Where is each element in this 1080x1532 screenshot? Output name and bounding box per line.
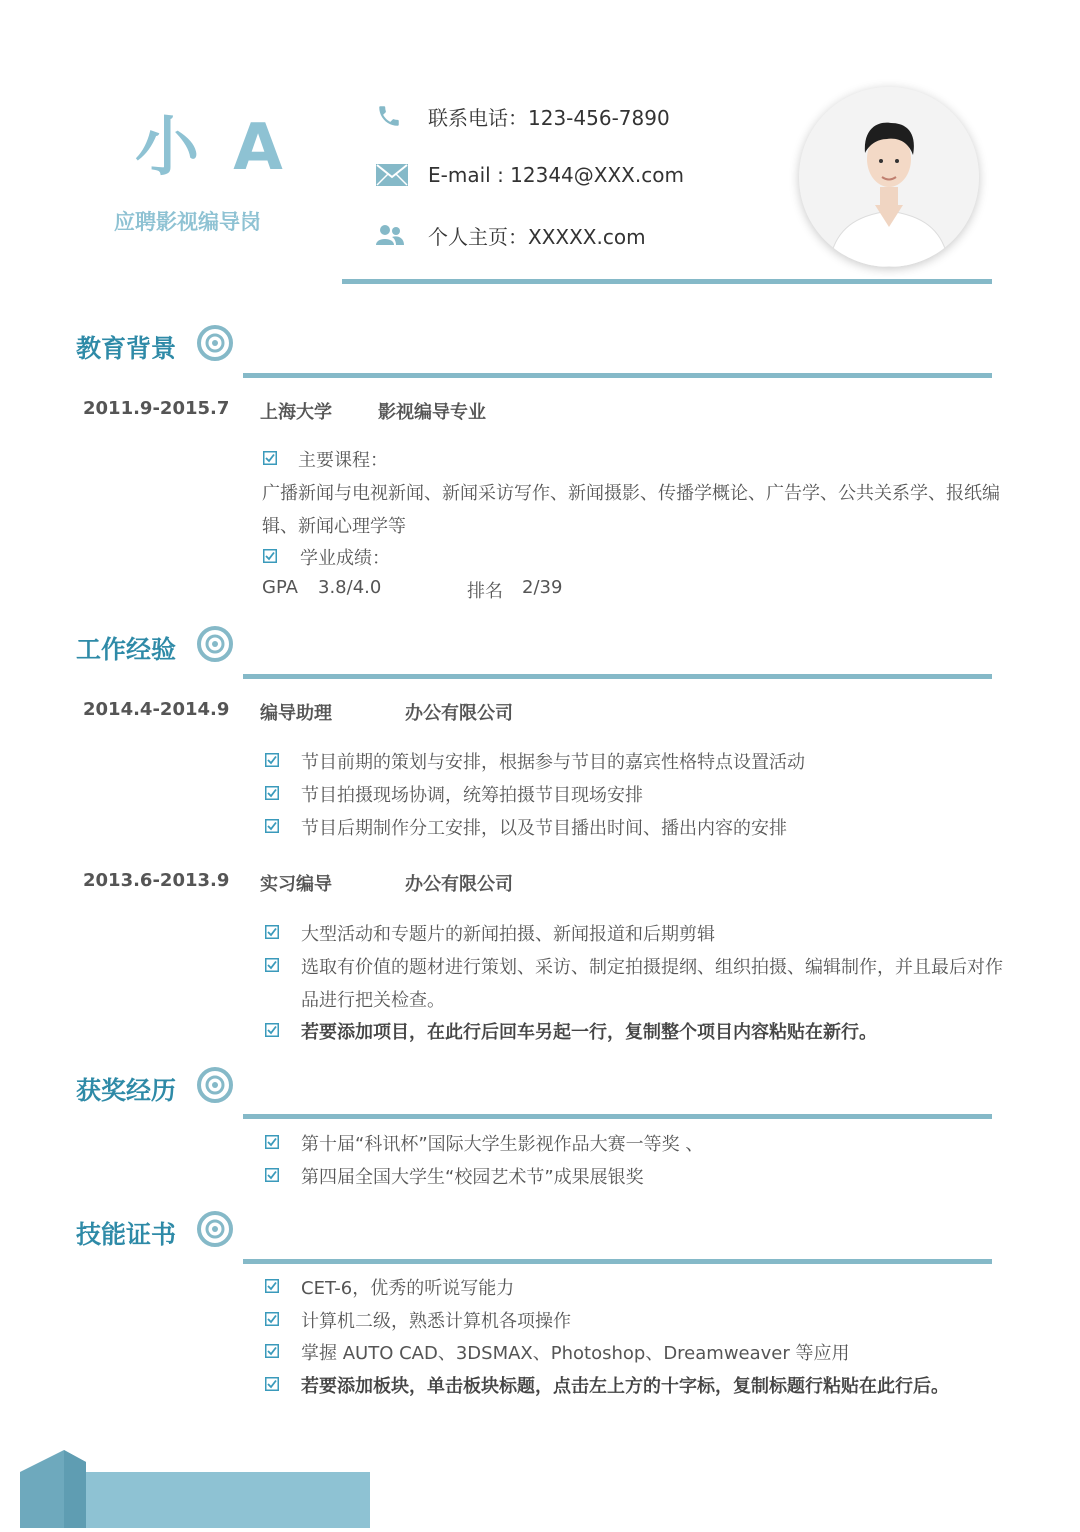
job-duty: 节目前期的策划与安排，根据参与节目的嘉宾性格特点设置活动	[301, 752, 805, 773]
checkbox-icon	[265, 1343, 279, 1362]
checkbox-icon	[265, 752, 279, 771]
checkbox-icon	[263, 450, 277, 469]
checkbox-icon	[265, 785, 279, 804]
skill-item: 掌握 AUTO CAD、3DSMAX、Photoshop、Dreamweaver 等应用	[301, 1343, 850, 1364]
checkbox-icon	[265, 818, 279, 837]
job-date: 2014.4-2014.9	[83, 699, 230, 720]
contact-phone	[376, 98, 670, 134]
profile-photo	[799, 87, 979, 267]
section-divider	[243, 674, 992, 679]
section-title-skills: 技能证书	[76, 1220, 177, 1249]
job-title: 实习编导	[260, 874, 332, 895]
phone-text: 联系电话：123-456-7890	[428, 105, 670, 130]
target-ring-icon	[196, 324, 234, 366]
section-divider	[243, 373, 992, 378]
phone-icon	[376, 103, 412, 129]
users-icon	[376, 223, 412, 247]
job-duty: 节目后期制作分工安排，以及节目播出时间、播出内容的安排	[301, 818, 787, 839]
education-school: 上海大学	[260, 402, 332, 423]
education-major: 影视编导专业	[378, 402, 486, 423]
education-date: 2011.9-2015.7	[83, 398, 230, 419]
checkbox-icon	[265, 1311, 279, 1330]
section-divider	[243, 1259, 992, 1264]
header-divider	[342, 279, 992, 284]
courses-line-1: 广播新闻与电视新闻、新闻采访写作、新闻摄影、传播学概论、广告学、公共关系学、报纸编	[262, 483, 1000, 504]
checkbox-icon	[265, 1022, 279, 1041]
target-ring-icon	[196, 1066, 234, 1108]
gpa-value: 3.8/4.0	[318, 577, 382, 598]
checkbox-icon	[265, 924, 279, 943]
checkbox-icon	[265, 1167, 279, 1186]
rank-value: 2/39	[522, 577, 563, 598]
job-duty: 选取有价值的题材进行策划、采访、制定拍摄提纲、组织拍摄、编辑制作，并且最后对作	[301, 957, 1003, 978]
rank-label: 排名	[467, 581, 503, 602]
award-item: 第十届“科讯杯”国际大学生影视作品大赛一等奖 、	[301, 1134, 704, 1155]
courses-line-2: 辑、新闻心理学等	[262, 516, 406, 537]
skill-hint: 若要添加板块，单击板块标题，点击左上方的十字标，复制标题行粘贴在此行后。	[301, 1376, 949, 1397]
section-title-education: 教育背景	[76, 334, 177, 363]
job-company: 办公有限公司	[405, 874, 513, 895]
section-divider	[243, 1114, 992, 1119]
skill-item: CET-6，优秀的听说写能力	[301, 1278, 515, 1299]
job-company: 办公有限公司	[405, 703, 513, 724]
checkbox-icon	[263, 548, 277, 567]
checkbox-icon	[265, 1278, 279, 1297]
checkbox-icon	[265, 1376, 279, 1395]
job-duty-hint: 若要添加项目，在此行后回车另起一行，复制整个项目内容粘贴在新行。	[301, 1022, 877, 1043]
contact-homepage	[376, 217, 646, 253]
skill-item: 计算机二级，熟悉计算机各项操作	[301, 1311, 571, 1332]
courses-label: 主要课程：	[298, 450, 388, 471]
job-duty: 大型活动和专题片的新闻拍摄、新闻报道和后期剪辑	[301, 924, 715, 945]
contact-email	[376, 157, 684, 193]
job-position: 应聘影视编导岗	[114, 210, 261, 234]
target-ring-icon	[196, 1210, 234, 1252]
footer-decoration	[20, 1450, 370, 1528]
mail-icon	[376, 164, 412, 186]
gpa-label: GPA	[262, 577, 298, 598]
checkbox-icon	[265, 957, 279, 976]
job-title: 编导助理	[260, 703, 332, 724]
job-date: 2013.6-2013.9	[83, 870, 230, 891]
award-item: 第四届全国大学生“校园艺术节”成果展银奖	[301, 1167, 644, 1188]
job-duty: 节目拍摄现场协调，统筹拍摄节目现场安排	[301, 785, 643, 806]
homepage-text: 个人主页：XXXXX.com	[428, 224, 646, 249]
target-ring-icon	[196, 625, 234, 667]
section-title-work: 工作经验	[76, 635, 177, 664]
section-title-awards: 获奖经历	[76, 1076, 177, 1105]
job-duty-continued: 品进行把关检查。	[301, 990, 445, 1011]
email-text: E-mail : 12344@XXX.com	[428, 163, 684, 187]
candidate-name: 小 A	[135, 111, 289, 185]
checkbox-icon	[265, 1134, 279, 1153]
grades-label: 学业成绩：	[300, 548, 390, 569]
